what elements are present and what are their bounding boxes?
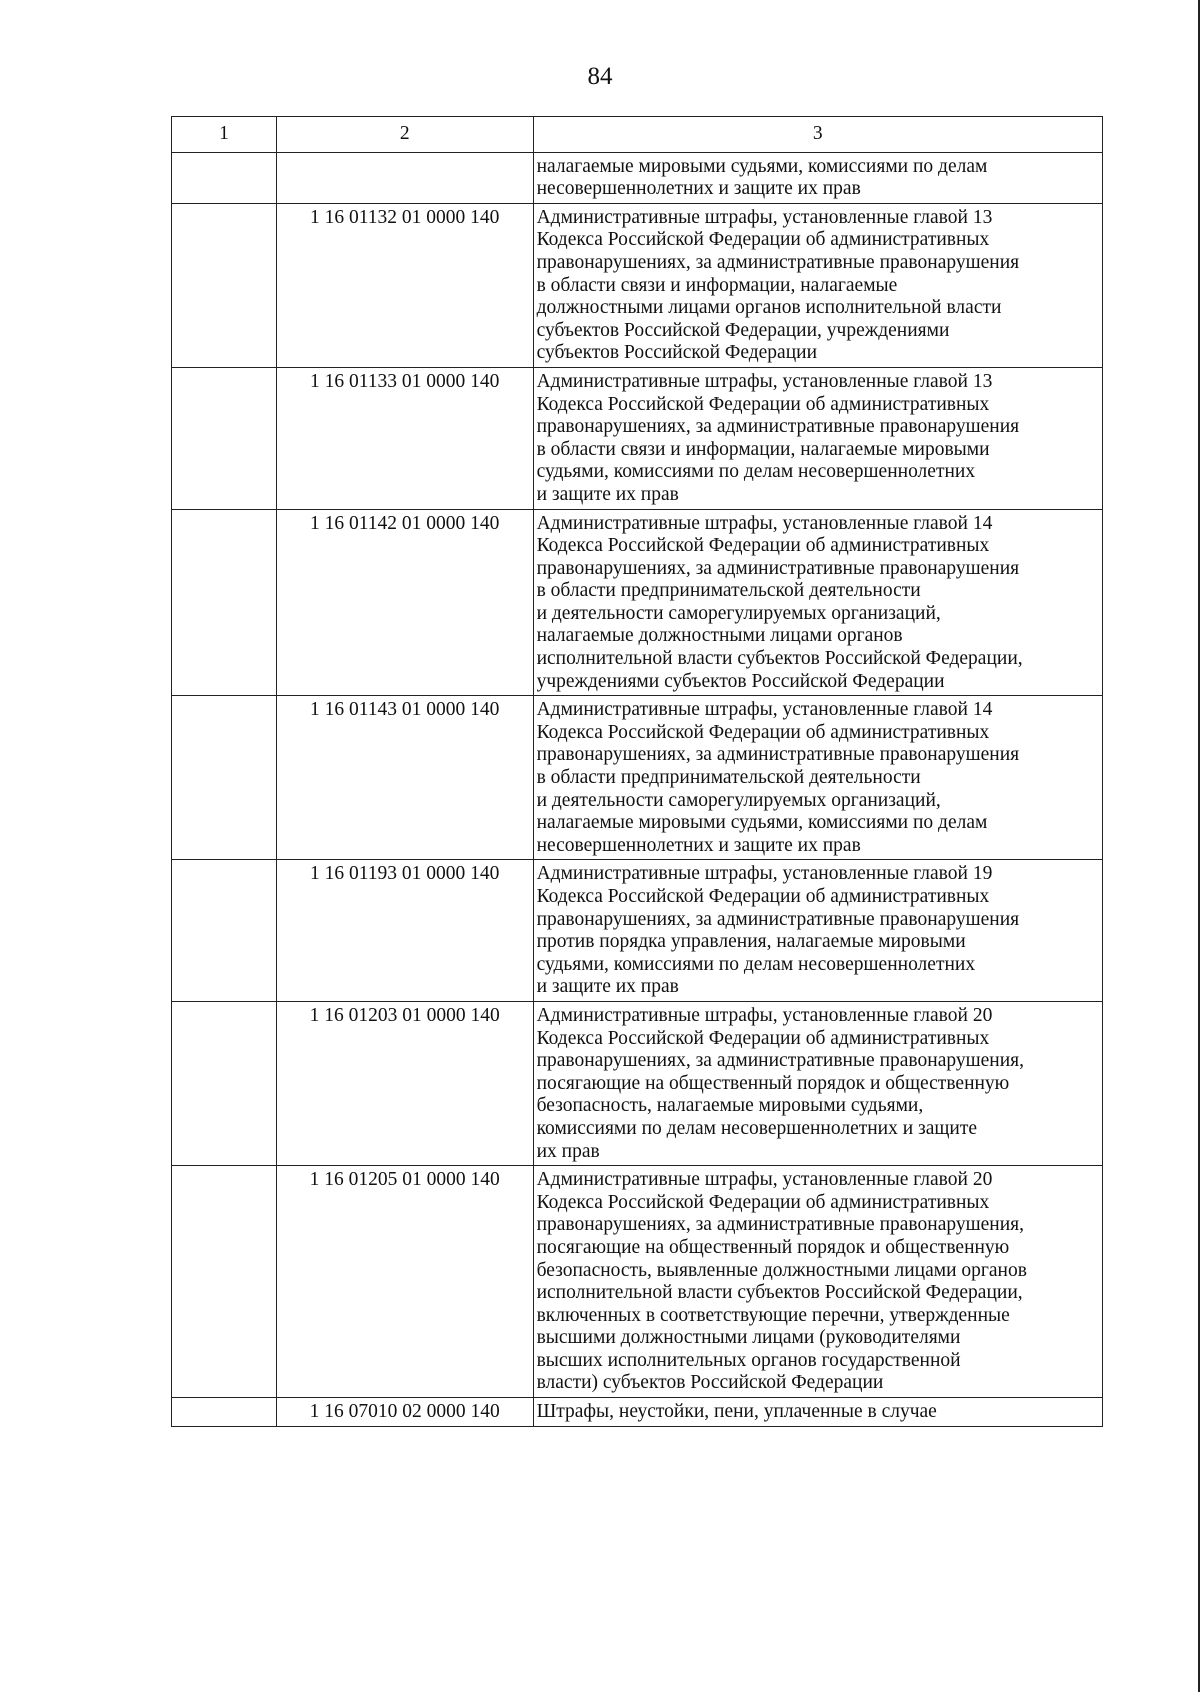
budget-code-cell: 1 16 01132 01 0000 140	[276, 203, 533, 367]
description-cell	[533, 152, 1102, 203]
column-1-cell	[172, 860, 277, 1002]
table-row	[172, 1398, 1103, 1427]
budget-code-cell: 1 16 07010 02 0000 140	[276, 1398, 533, 1427]
table-row	[172, 1001, 1103, 1165]
description-cell	[533, 696, 1102, 860]
description-line: субъектов Российской Федерации	[536, 342, 818, 364]
description-line: правонарушениях, за административные правонарушения	[536, 557, 1020, 579]
column-1-cell	[172, 1001, 277, 1165]
description-line: Кодекса Российской Федерации об административных	[536, 535, 990, 557]
description-line: правонарушениях, за административные правонарушения	[536, 908, 1020, 930]
table-row	[172, 696, 1103, 860]
description-line: власти) субъектов Российской Федерации	[536, 1372, 884, 1394]
column-1-cell	[172, 509, 277, 696]
description-line: безопасность, выявленные должностными лицами органов	[536, 1259, 1027, 1281]
description-line: исполнительной власти субъектов Российской Федерации,	[536, 1282, 1023, 1304]
description-line: безопасность, налагаемые мировыми судьями,	[536, 1095, 924, 1117]
table-row	[172, 1166, 1103, 1398]
table-row	[172, 860, 1103, 1002]
description-line: правонарушениях, за административные правонарушения	[536, 251, 1020, 273]
description-line: правонарушениях, за административные правонарушения,	[536, 1214, 1024, 1236]
description-line: Кодекса Российской Федерации об административных	[536, 1191, 990, 1213]
description-line: налагаемые должностными лицами органов	[536, 625, 903, 647]
column-header-3: 3	[533, 117, 1102, 153]
description-line: включенных в соответствующие перечни, утвержденные	[536, 1304, 1010, 1326]
description-line: Кодекса Российской Федерации об административных	[536, 1027, 990, 1049]
description-line: несовершеннолетних и защите их прав	[536, 834, 861, 856]
description-cell	[533, 860, 1102, 1002]
description-line: налагаемые мировыми судьями, комиссиями по делам	[536, 155, 988, 177]
description-line: судьями, комиссиями по делам несовершеннолетних	[536, 461, 976, 483]
description-line: в области связи и информации, налагаемые	[536, 274, 898, 296]
budget-code-cell: 1 16 01205 01 0000 140	[276, 1166, 533, 1398]
description-line: в области связи и информации, налагаемые мировыми	[536, 438, 990, 460]
description-line: судьями, комиссиями по делам несовершеннолетних	[536, 953, 976, 975]
description-line: посягающие на общественный порядок и общественную	[536, 1072, 1010, 1094]
description-cell	[533, 1166, 1102, 1398]
description-line: Административные штрафы, установленные главой 13	[536, 370, 993, 392]
page-number: 84	[587, 63, 613, 90]
description-line: налагаемые мировыми судьями, комиссиями по делам	[536, 812, 988, 834]
description-line: Административные штрафы, установленные главой 20	[536, 1004, 993, 1026]
description-line: Штрафы, неустойки, пени, уплаченные в случае	[536, 1401, 937, 1423]
description-line: в области предпринимательской деятельности	[536, 580, 921, 602]
description-cell	[533, 367, 1102, 509]
description-line: и защите их прав	[536, 483, 679, 505]
description-line: и деятельности саморегулируемых организаций,	[536, 789, 941, 811]
column-1-cell	[172, 1398, 277, 1427]
description-line: Административные штрафы, установленные главой 14	[536, 512, 993, 534]
table-header-row	[172, 117, 1103, 153]
description-line: Кодекса Российской Федерации об административных	[536, 229, 990, 251]
budget-code-cell: 1 16 01133 01 0000 140	[276, 367, 533, 509]
description-line: исполнительной власти субъектов Российской Федерации,	[536, 648, 1023, 670]
budget-code-cell: 1 16 01203 01 0000 140	[276, 1001, 533, 1165]
budget-code-table	[171, 116, 1103, 1427]
budget-code-cell	[276, 152, 533, 203]
description-line: Административные штрафы, установленные главой 13	[536, 206, 993, 228]
column-1-cell	[172, 367, 277, 509]
description-line: Кодекса Российской Федерации об административных	[536, 393, 990, 415]
description-line: Административные штрафы, установленные главой 20	[536, 1169, 993, 1191]
budget-code-cell: 1 16 01143 01 0000 140	[276, 696, 533, 860]
description-cell	[533, 1001, 1102, 1165]
description-line: правонарушениях, за административные правонарушения,	[536, 1050, 1024, 1072]
description-line: Административные штрафы, установленные главой 14	[536, 699, 993, 721]
description-line: посягающие на общественный порядок и общественную	[536, 1236, 1010, 1258]
table-row	[172, 203, 1103, 367]
description-line: в области предпринимательской деятельности	[536, 767, 921, 789]
description-line: правонарушениях, за административные правонарушения	[536, 416, 1020, 438]
description-line: Административные штрафы, установленные главой 19	[536, 863, 993, 885]
column-header-2: 2	[276, 117, 533, 153]
description-line: и деятельности саморегулируемых организаций,	[536, 602, 941, 624]
description-cell	[533, 509, 1102, 696]
table-row	[172, 509, 1103, 696]
description-line: правонарушениях, за административные правонарушения	[536, 744, 1020, 766]
description-line: высших исполнительных органов государственной	[536, 1349, 961, 1371]
description-line: должностными лицами органов исполнительной власти	[536, 297, 1002, 319]
column-1-cell	[172, 696, 277, 860]
description-line: несовершеннолетних и защите их прав	[536, 178, 861, 200]
description-cell	[533, 1398, 1102, 1427]
column-1-cell	[172, 203, 277, 367]
column-1-cell	[172, 1166, 277, 1398]
table-row	[172, 152, 1103, 203]
column-1-cell	[172, 152, 277, 203]
table-body	[172, 117, 1103, 1427]
description-line: учреждениями субъектов Российской Федерации	[536, 670, 945, 692]
description-line: против порядка управления, налагаемые мировыми	[536, 931, 966, 953]
description-line: Кодекса Российской Федерации об административных	[536, 886, 990, 907]
column-header-1: 1	[172, 117, 277, 153]
description-line: Кодекса Российской Федерации об административных	[536, 721, 990, 743]
budget-code-cell: 1 16 01142 01 0000 140	[276, 509, 533, 696]
description-line: их прав	[536, 1140, 600, 1162]
description-line: и защите их прав	[536, 976, 679, 998]
description-cell	[533, 203, 1102, 367]
table-row	[172, 367, 1103, 509]
description-line: комиссиями по делам несовершеннолетних и защите	[536, 1117, 978, 1139]
description-line: высшими должностными лицами (руководителями	[536, 1327, 961, 1349]
budget-code-cell: 1 16 01193 01 0000 140	[276, 860, 533, 1002]
description-line: субъектов Российской Федерации, учреждениями	[536, 319, 950, 341]
